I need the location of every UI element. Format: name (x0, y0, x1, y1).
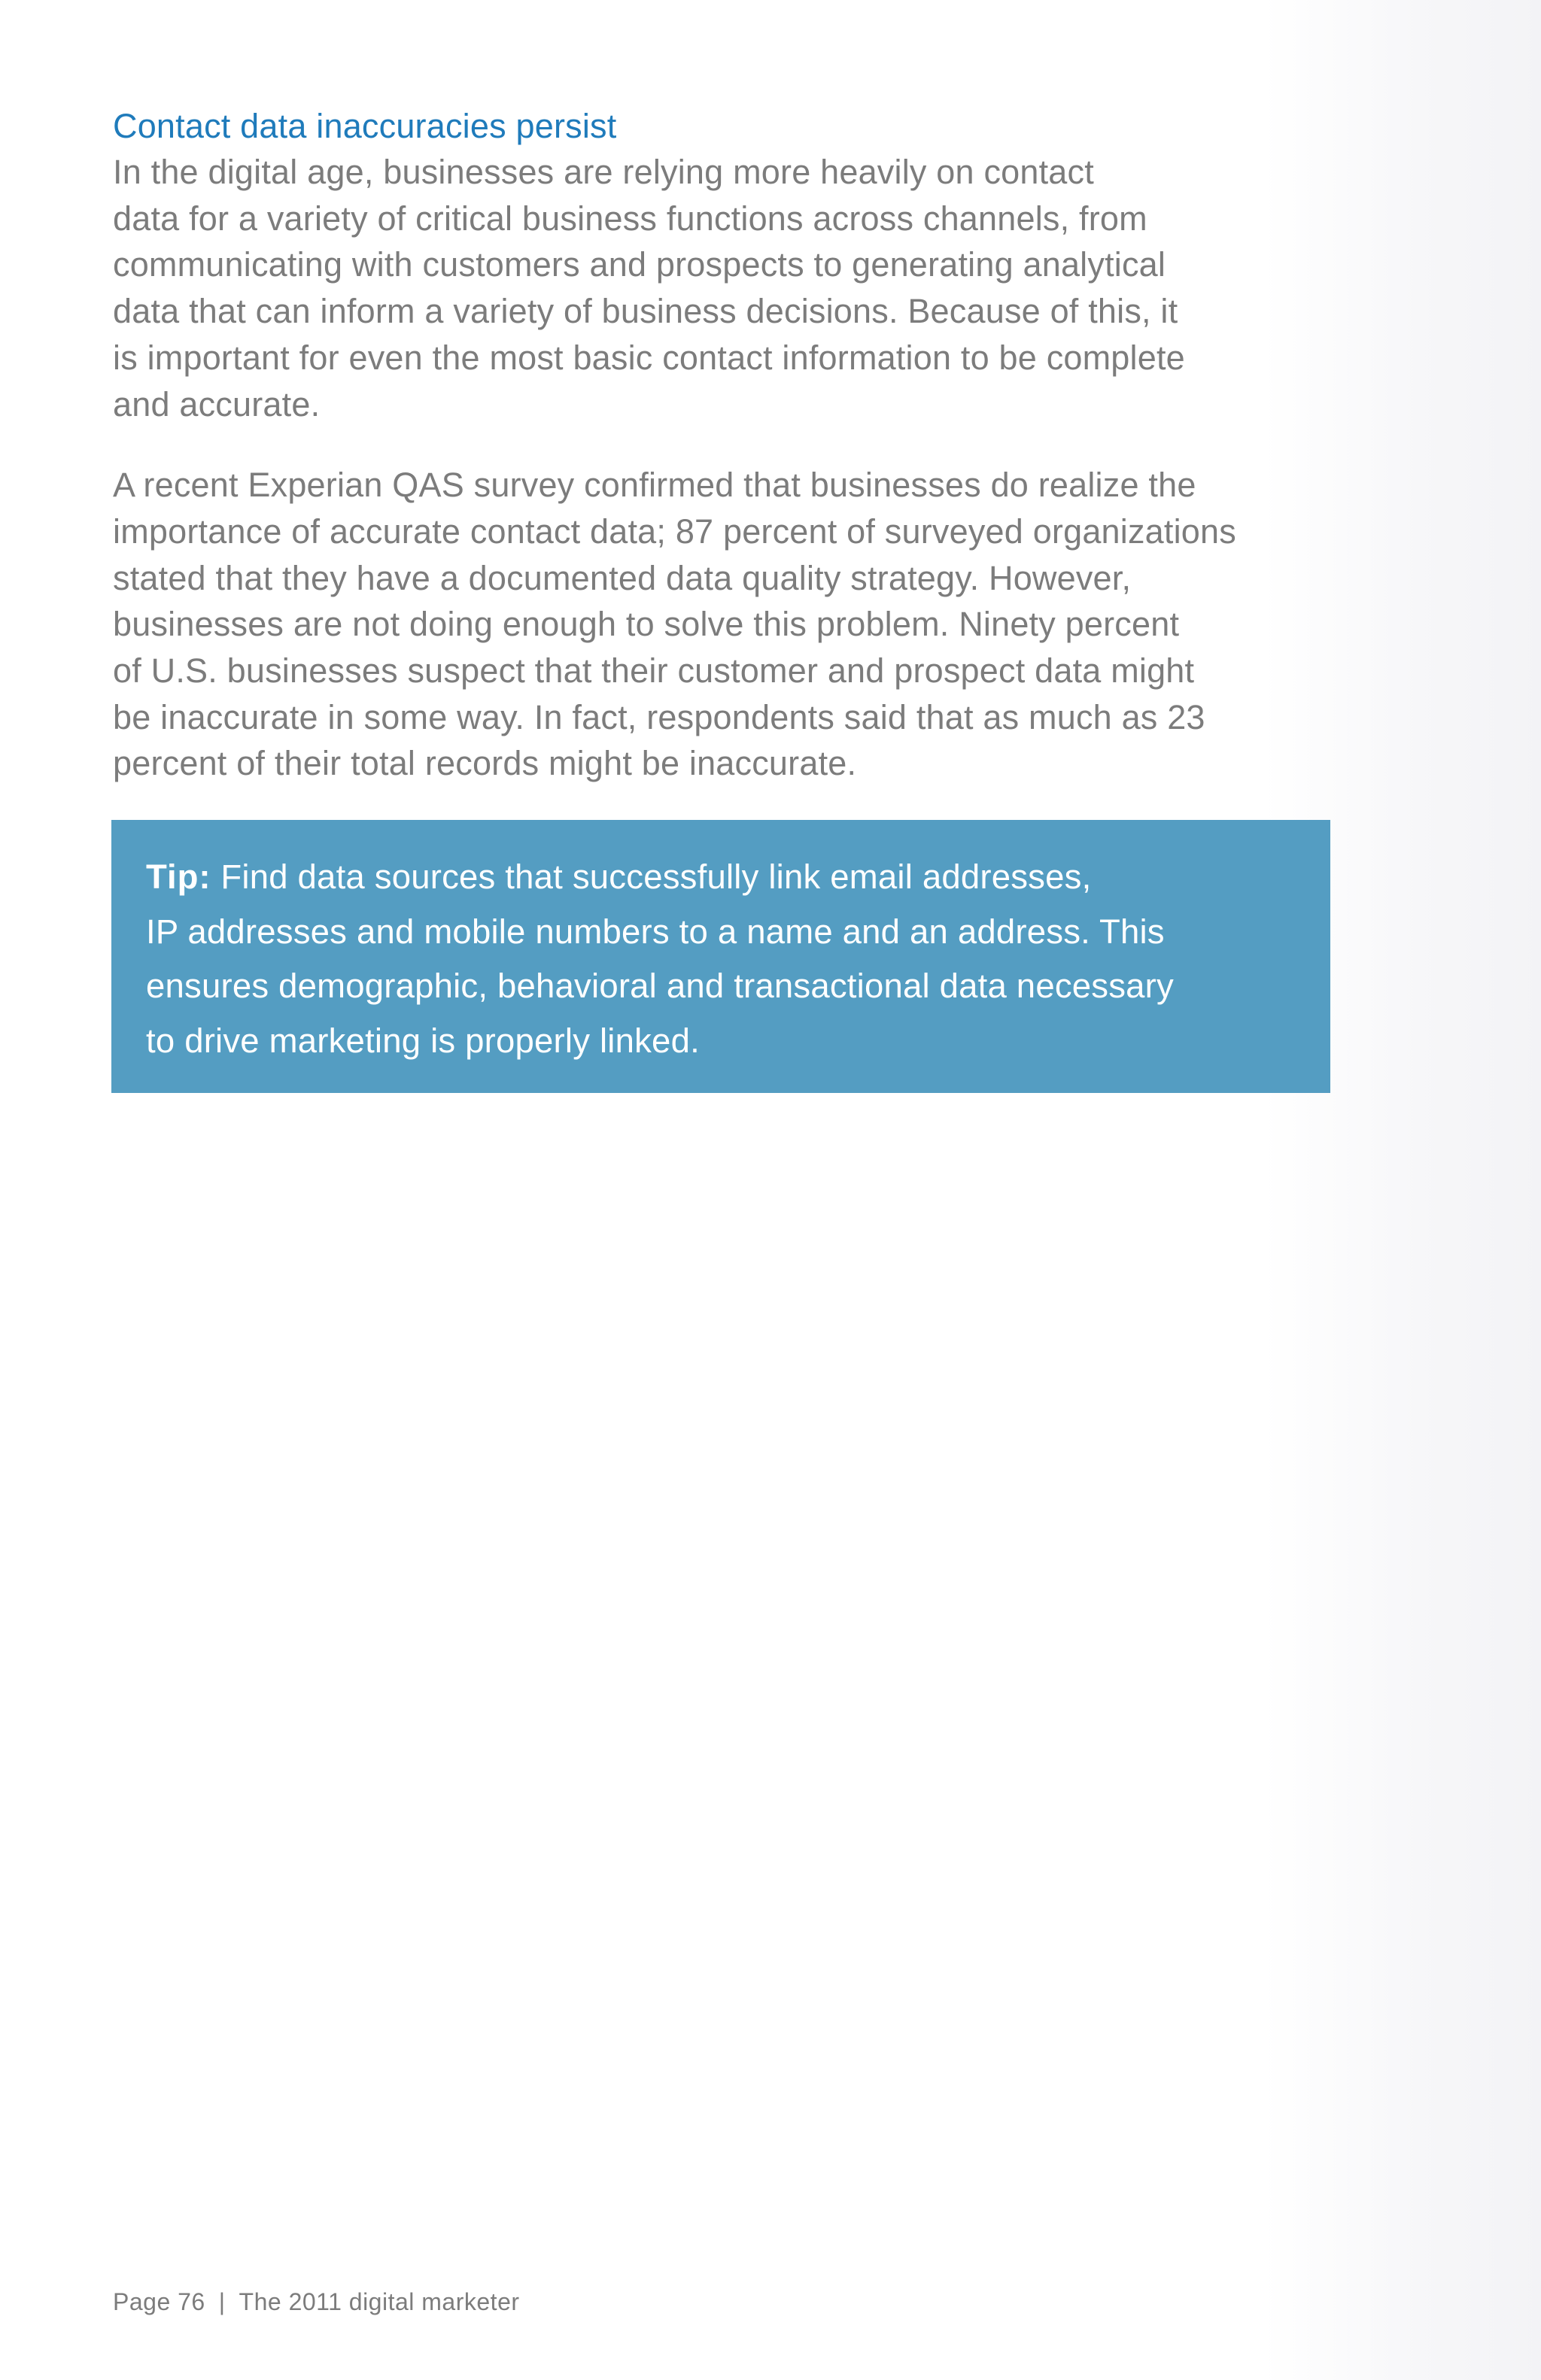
section-heading: Contact data inaccuracies persist (113, 107, 617, 145)
paragraph-line: percent of their total records might be inaccurate. (113, 744, 857, 783)
paragraph-line: of U.S. businesses suspect that their customer and prospect data might (113, 651, 1195, 691)
article-content (113, 104, 1339, 787)
paragraph-line: is important for even the most basic contact information to be complete (113, 338, 1185, 377)
tip-line: ensures demographic, behavioral and transactional data necessary (146, 967, 1174, 1005)
paragraph-line: A recent Experian QAS survey confirmed that businesses do realize the (113, 466, 1196, 505)
paragraph-line: importance of accurate contact data; 87 percent of surveyed organizations (113, 512, 1236, 551)
tip-line: to drive marketing is properly linked. (146, 1021, 700, 1060)
paragraph-line: In the digital age, businesses are relying more heavily on contact (113, 153, 1094, 191)
page-footer (113, 2287, 520, 2317)
paragraph-line: communicating with customers and prospects to generating analytical (113, 245, 1166, 284)
publication-title: The 2011 digital marketer (239, 2288, 520, 2315)
paragraph-survey (113, 462, 1339, 787)
tip-text: Find data sources that successfully link email addresses, (211, 858, 1092, 896)
footer-separator: | (218, 2288, 226, 2315)
paragraph-line: businesses are not doing enough to solve this problem. Ninety percent (113, 605, 1180, 644)
tip-line (146, 850, 1297, 905)
paragraph-intro (113, 149, 1339, 427)
tip-label: Tip: (146, 858, 211, 896)
tip-line: IP addresses and mobile numbers to a name and an address. This (146, 912, 1165, 951)
paragraph-line: be inaccurate in some way. In fact, respondents said that as much as 23 (113, 697, 1205, 736)
page-number: Page 76 (113, 2288, 205, 2315)
paragraph-line: data that can inform a variety of business decisions. Because of this, it (113, 292, 1178, 331)
paragraph-line: and accurate. (113, 384, 321, 423)
tip-callout (111, 820, 1330, 1093)
paragraph-line: data for a variety of critical business functions across channels, from (113, 199, 1147, 238)
paragraph-line: stated that they have a documented data quality strategy. However, (113, 558, 1132, 597)
